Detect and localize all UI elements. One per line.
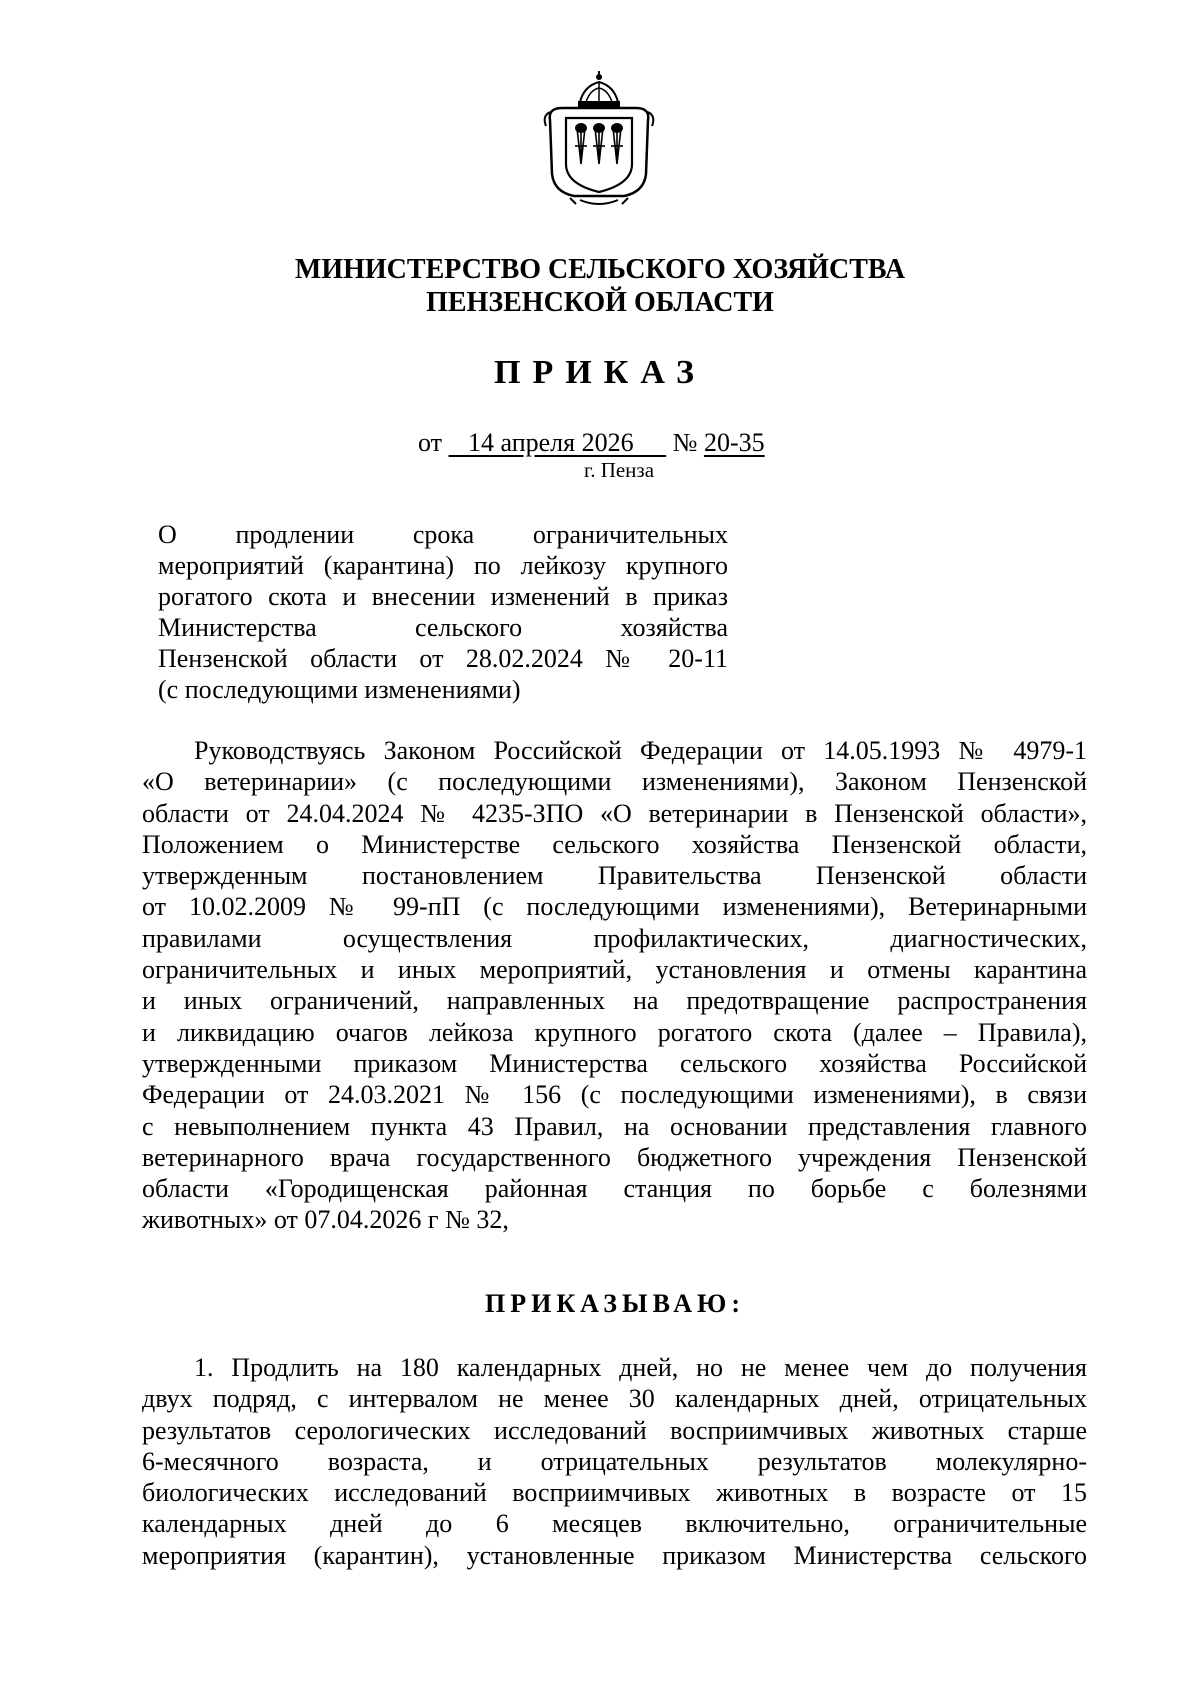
subject-line: Пензенской области от 28.02.2024 № 20-11: [158, 644, 728, 673]
preamble-line: и ликвидацию очагов лейкоза крупного рогатого скота (далее – Правила),: [142, 1017, 1087, 1047]
preamble-line: утвержденными приказом Министерства сельского хозяйства Российской: [142, 1048, 1087, 1078]
item-line: двух подряд, с интервалом не менее 30 календарных дней, отрицательных: [142, 1384, 1087, 1414]
ministry-name-line1: МИНИСТЕРСТВО СЕЛЬСКОГО ХОЗЯЙСТВА: [294, 254, 906, 285]
city: г. Пенза: [583, 458, 655, 482]
order-item-1: [142, 1352, 1087, 1571]
preamble-line: и иных ограничений, направленных на предотвращение распространения: [142, 986, 1087, 1016]
subject-line: О продлении срока ограничительных: [158, 520, 728, 549]
preamble-line: Положением о Министерстве сельского хозяйства Пензенской области,: [142, 829, 1087, 859]
item-line: 1. Продлить на 180 календарных дней, но не менее чем до получения: [194, 1353, 1087, 1382]
ministry-name-line2: ПЕНЗЕНСКОЙ ОБЛАСТИ: [426, 287, 774, 318]
order-number: 20-35: [703, 428, 765, 457]
preamble-line: области «Городищенская районная станция по борьбе с болезнями: [142, 1174, 1087, 1204]
preamble-line: животных» от 07.04.2026 г № 32,: [142, 1205, 509, 1235]
preamble-line: ограничительных и иных мероприятий, установления и отмены карантина: [142, 955, 1087, 985]
preamble-line: области от 24.04.2024 № 4235-ЗПО «О ветеринарии в Пензенской области»,: [142, 798, 1087, 828]
order-subject: [158, 519, 728, 705]
date-number-line: [418, 428, 765, 458]
preamble-line: Федерации от 24.03.2021 № 156 (с последующими изменениями), в связи: [142, 1080, 1087, 1110]
subject-line: мероприятий (карантина) по лейкозу крупного: [158, 551, 728, 580]
item-line: биологических исследований восприимчивых животных в возрасте от 15: [142, 1478, 1087, 1508]
date-prefix: от: [418, 428, 443, 457]
item-line: 6-месячного возраста, и отрицательных результатов молекулярно-: [142, 1446, 1087, 1476]
item-line: мероприятия (карантин), установленные приказом Министерства сельского: [142, 1540, 1087, 1570]
orders-heading: ПРИКАЗЫВАЮ:: [485, 1289, 745, 1318]
subject-line: рогатого скота и внесении изменений в приказ: [158, 582, 728, 611]
preamble-paragraph: [142, 735, 1087, 1236]
subject-line: Министерства сельского хозяйства: [158, 613, 728, 642]
coat-of-arms-emblem: [540, 68, 658, 210]
preamble-line: с невыполнением пункта 43 Правил, на основании представления главного: [142, 1111, 1087, 1141]
order-date: 14 апреля 2026: [468, 428, 634, 457]
item-line: календарных дней до 6 месяцев включительно, ограничительные: [142, 1509, 1087, 1539]
subject-line: (с последующими изменениями): [158, 675, 521, 704]
number-prefix: №: [672, 428, 698, 457]
preamble-line: Руководствуясь Законом Российской Федерации от 14.05.1993 № 4979-1: [194, 736, 1087, 765]
preamble-line: правилами осуществления профилактических, диагностических,: [142, 923, 1087, 953]
preamble-line: утвержденным постановлением Правительства Пензенской области: [142, 861, 1087, 891]
preamble-line: «О ветеринарии» (с последующими изменениями), Законом Пензенской: [142, 767, 1087, 797]
preamble-line: ветеринарного врача государственного бюджетного учреждения Пензенской: [142, 1142, 1087, 1172]
preamble-line: от 10.02.2009 № 99-пП (с последующими изменениями), Ветеринарными: [142, 892, 1087, 922]
document-type-title: ПРИКАЗ: [494, 354, 706, 391]
item-line: результатов серологических исследований восприимчивых животных старше: [142, 1415, 1087, 1445]
